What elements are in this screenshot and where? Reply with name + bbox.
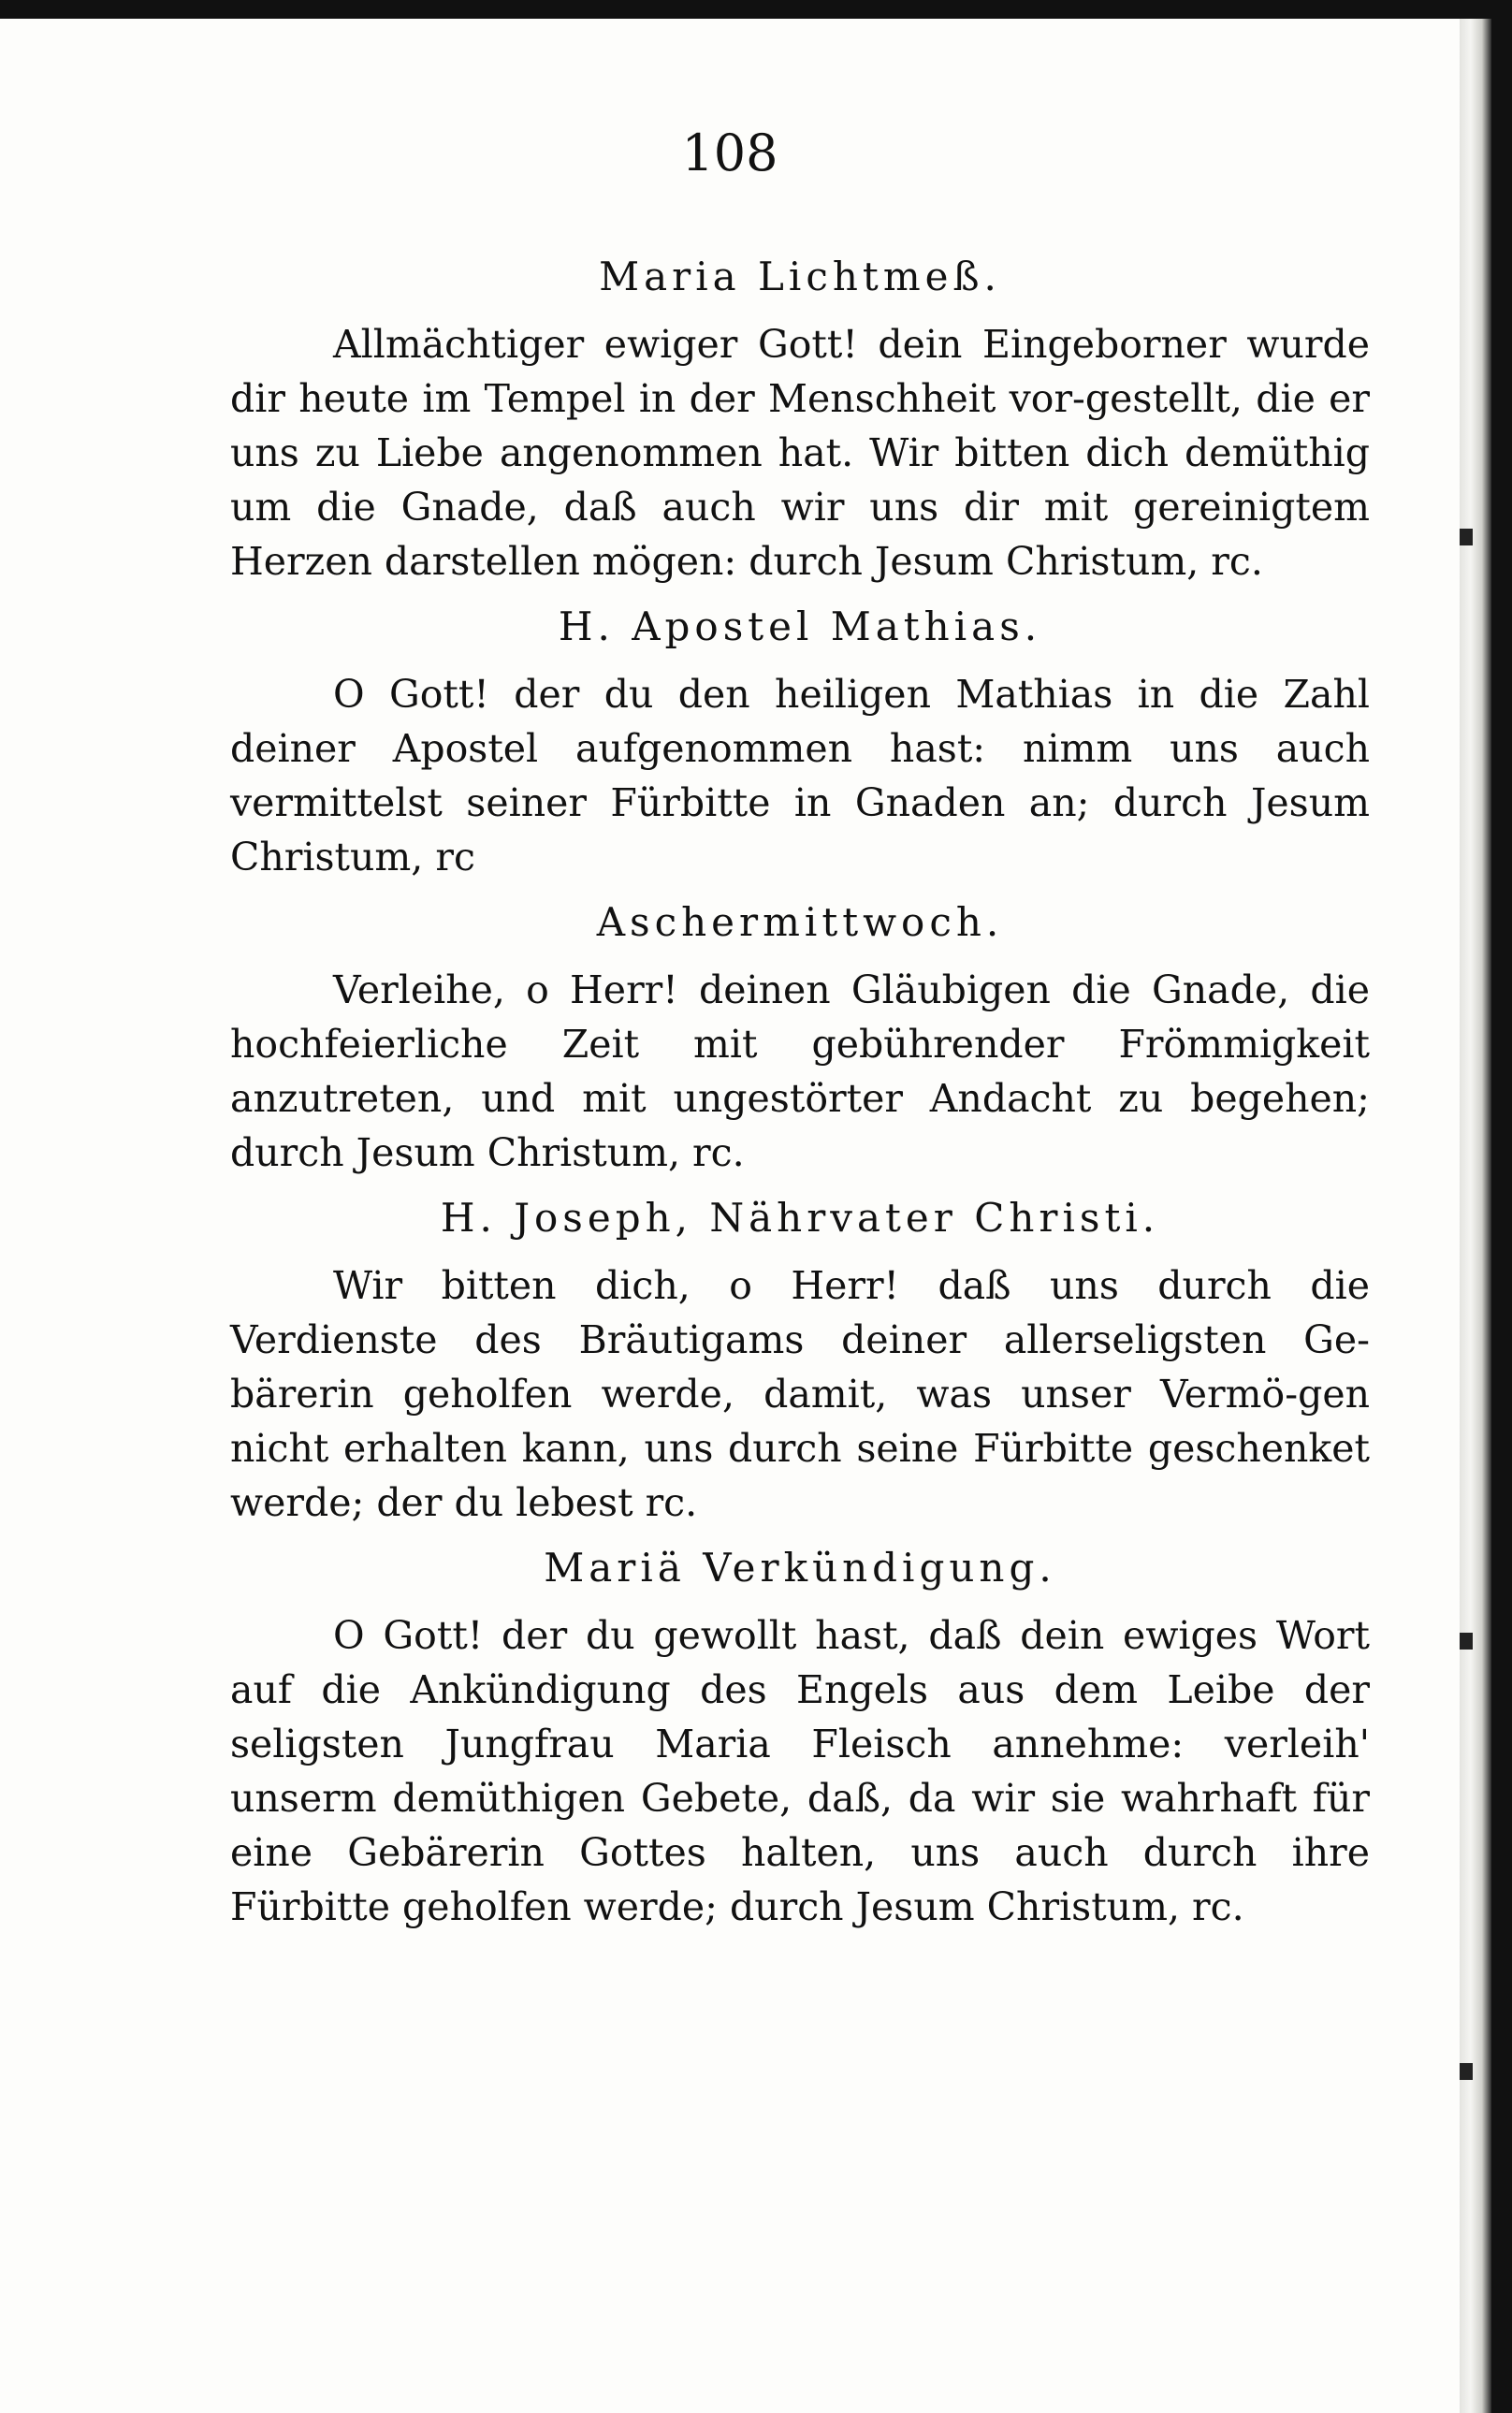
section-heading: H. Joseph, Nährvater Christi. [440, 1195, 1160, 1241]
section-heading: Maria Lichtmeß. [599, 254, 1001, 299]
section-heading: Mariä Verkündigung. [544, 1545, 1056, 1591]
section-maria-verkuendigung [230, 1541, 1370, 1934]
prayer-text: Verleihe, o Herr! deinen Gläubigen die Gnade, die hochfeierliche Zeit mit gebührender Frömmigkeit anzutreten, und mit ungestörter Andacht zu begehen; durch Jesum Christum, rc. [230, 967, 1370, 1175]
section-joseph [230, 1191, 1370, 1530]
prayer-text: O Gott! der du den heiligen Mathias in die Zahl deiner Apostel aufgenommen hast: nimm uns auch vermittelst seiner Fürbitte in Gnaden an; durch Jesum Christum, rc [230, 672, 1370, 879]
edge-mark [1460, 1633, 1473, 1650]
prayer-text: O Gott! der du gewollt hast, daß dein ewiges Wort auf die Ankündigung des Engels aus dem Leibe der seligsten Jungfrau Maria Fleisch annehme: verleih' unserm demüthigen Gebete, daß, da wir sie wahrhaft für eine Gebärerin Gottes halten, uns auch durch ihre Fürbitte geholfen werde; durch Jesum Christum, rc. [230, 1613, 1370, 1929]
prayer-text: Allmächtiger ewiger Gott! dein Eingeborner wurde dir heute im Tempel in der Menschheit vor-gestellt, die er uns zu Liebe angenommen hat. Wir bitten dich demüthig um die Gnade, daß auch wir uns dir mit gereinigtem Herzen darstellen mögen: durch Jesum Christum, rc. [230, 322, 1370, 584]
prayer-text: Wir bitten dich, o Herr! daß uns durch die Verdienste des Bräutigams deiner allerseligsten Ge-bärerin geholfen werde, damit, was unser Vermö-gen nicht erhalten kann, uns durch seine Fürbitte geschenket werde; der du lebest rc. [230, 1263, 1370, 1525]
page-edge [1460, 19, 1491, 2413]
page-content [230, 239, 1370, 1945]
section-aschermittwoch [230, 895, 1370, 1180]
scan-border-right [1491, 0, 1512, 2413]
section-apostel-mathias [230, 600, 1370, 884]
section-heading: Aschermittwoch. [596, 899, 1004, 945]
edge-mark [1460, 529, 1473, 545]
section-heading: H. Apostel Mathias. [558, 603, 1042, 649]
edge-mark [1460, 2063, 1473, 2080]
page-number: 108 [681, 124, 778, 182]
section-maria-lichtmess [230, 250, 1370, 589]
scan-border-top [0, 0, 1512, 19]
